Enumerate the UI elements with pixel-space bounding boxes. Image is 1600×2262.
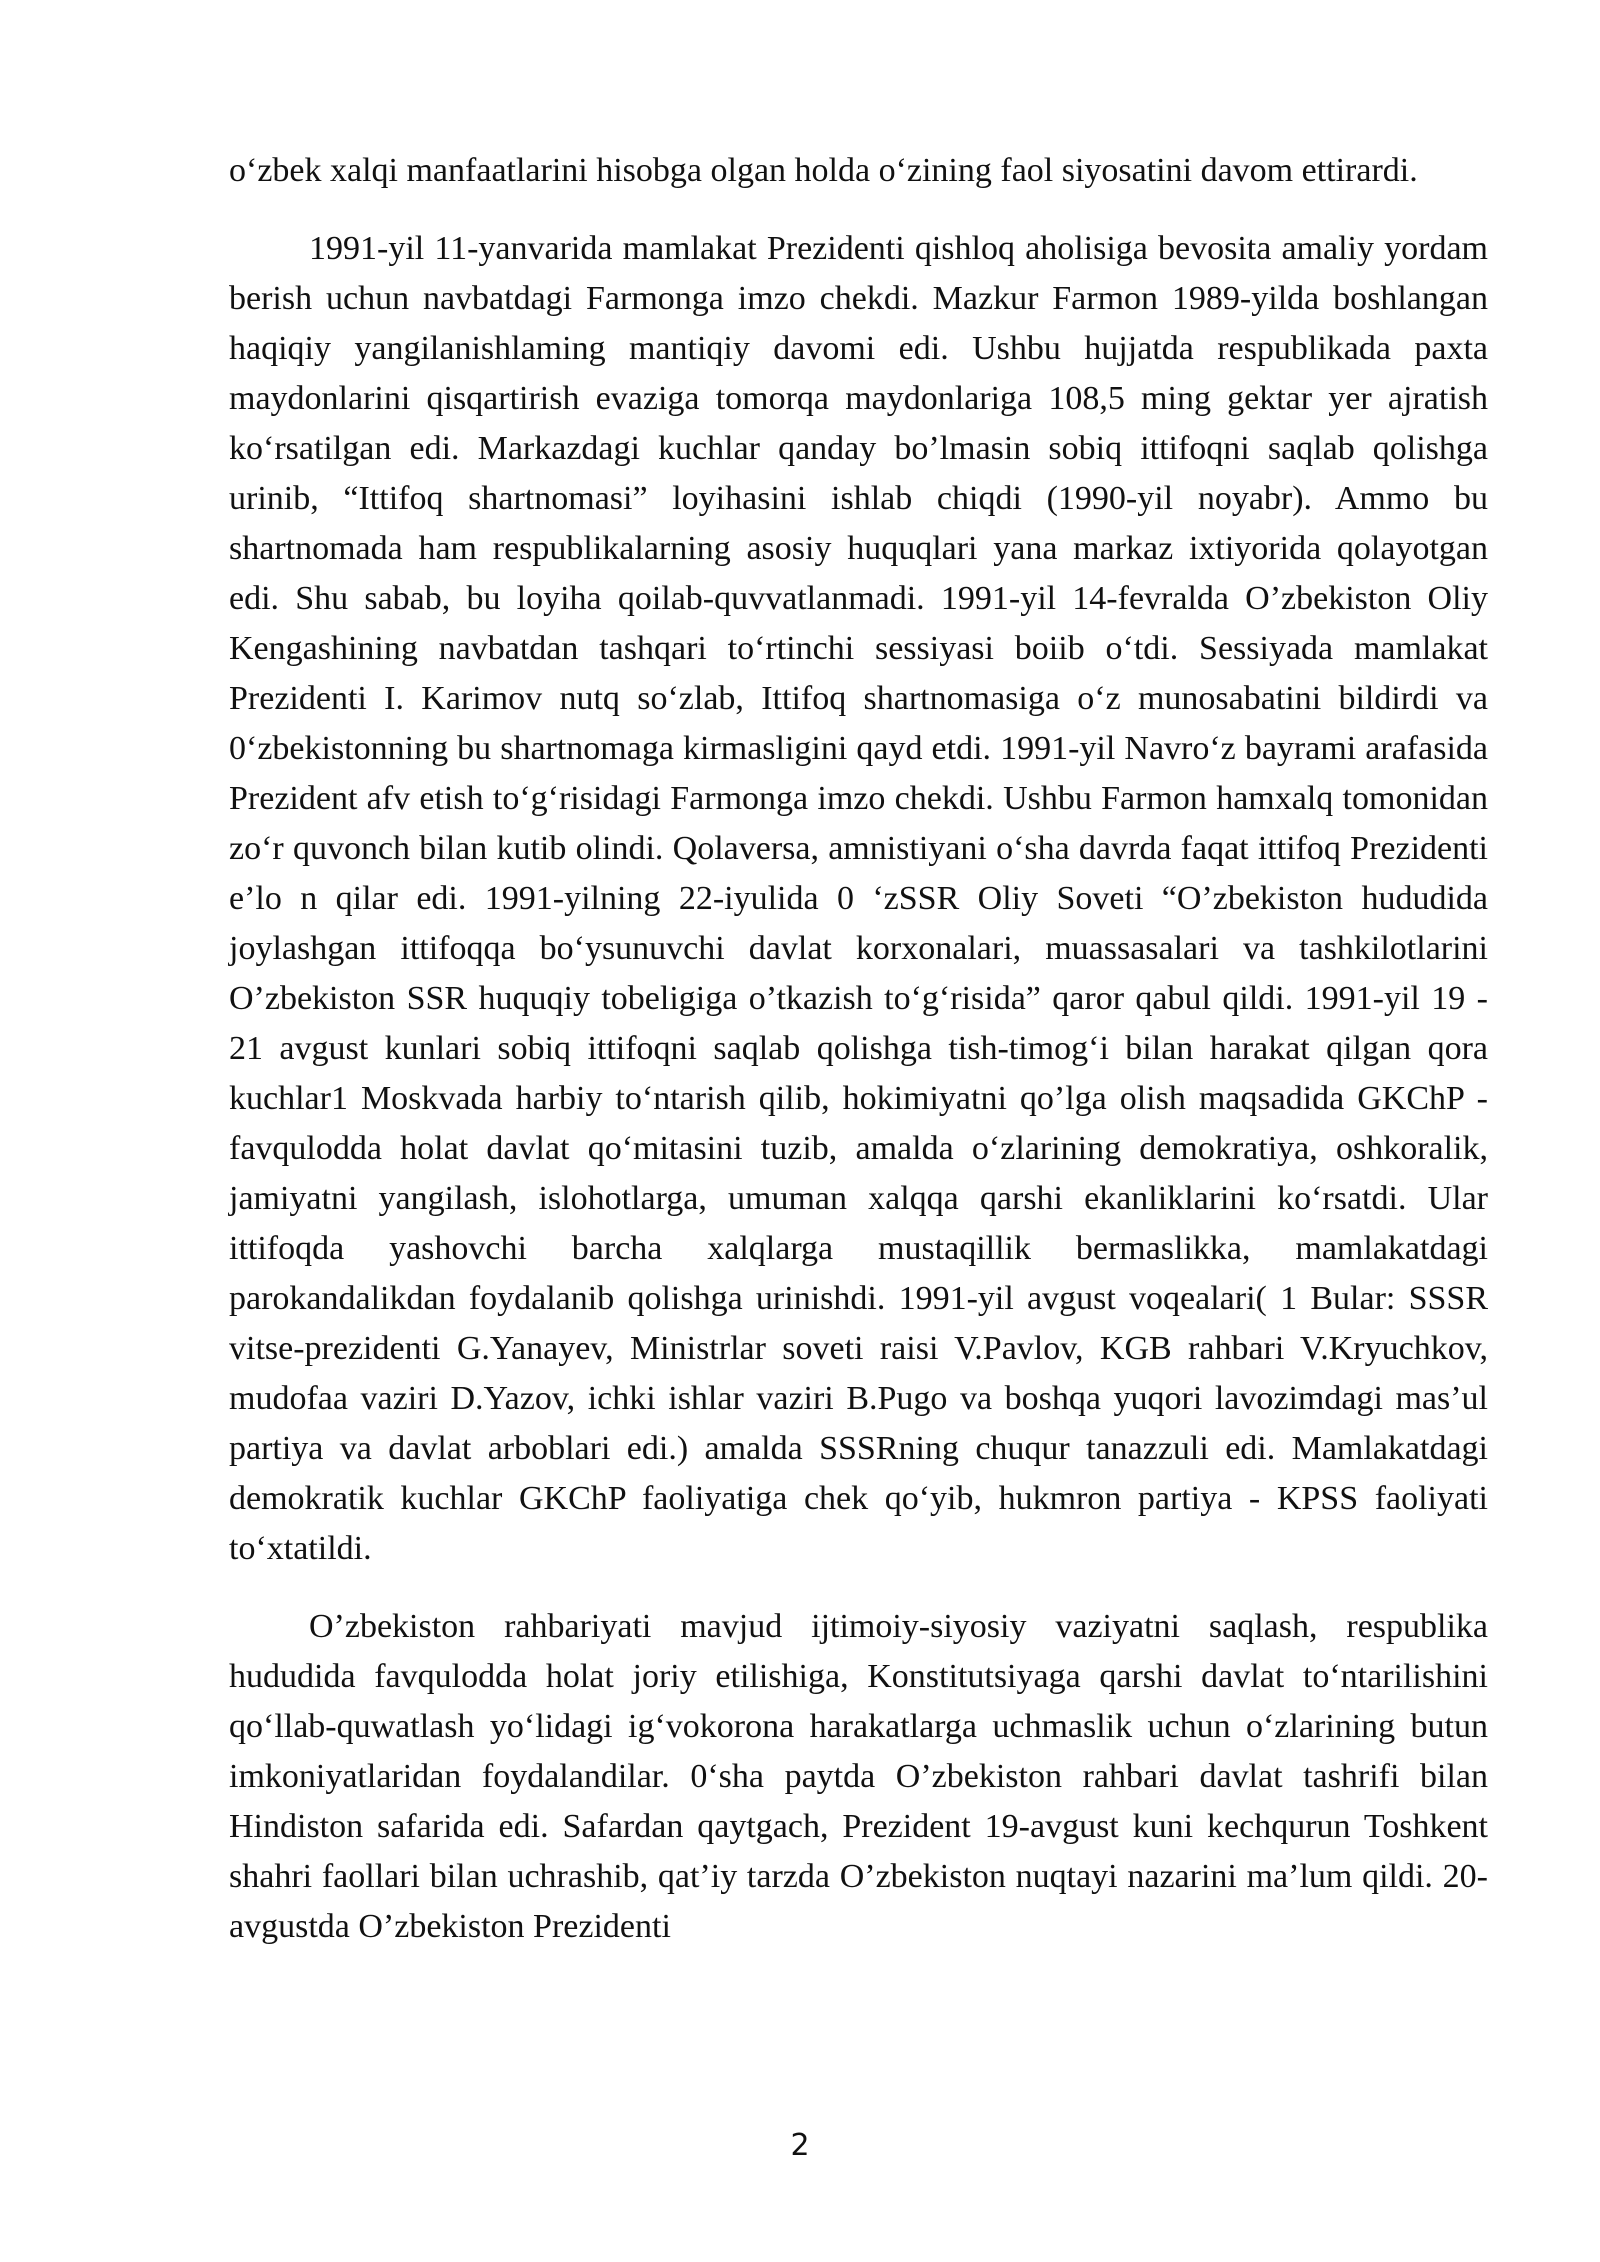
page-number: 2	[790, 2128, 810, 2163]
document-page	[229, 146, 1488, 1952]
paragraph-1991-events: 1991-yil 11-yanvarida mamlakat Prezidenti qishloq aholisiga bevosita amaliy yordam berish uchun navbatdagi Farmonga imzo chekdi. Mazkur Farmon 1989-yilda boshlangan haqiqiy yangilanishlaming mantiqiy davomi edi. Ushbu hujjatda respublikada paxta maydonlarini qisqartirish evaziga tomorqa maydonlariga 108,5 ming gektar yer ajratish ko‘rsatilgan edi. Markazdagi kuchlar qanday bo’lmasin sobiq ittifoqni saqlab qolishga urinib, “Ittifoq shartnomasi” loyihasini ishlab chiqdi (1990-yil noyabr). Ammo bu shartnomada ham respublikalarning asosiy huquqlari yana markaz ixtiyorida qolayotgan edi. Shu sabab, bu loyiha qoilab-quvvatlanmadi. 1991-yil 14-fevralda O’zbekiston Oliy Kengashining navbatdan tashqari to‘rtinchi sessiyasi boiib o‘tdi. Sessiyada mamlakat Prezidenti I. Karimov nutq so‘zlab, Ittifoq shartnomasiga o‘z munosabatini bildirdi va 0‘zbekistonning bu shartnomaga kirmasligini qayd etdi. 1991-yil Navro‘z bayrami arafasida Prezident afv etish to‘g‘risidagi Farmonga imzo chekdi. Ushbu Farmon hamxalq tomonidan zo‘r quvonch bilan kutib olindi. Qolaversa, amnistiyani o‘sha davrda faqat ittifoq Prezidenti e’lo n qilar edi. 1991-yilning 22-iyulida 0 ‘zSSR Oliy Soveti “O’zbekiston hududida joylashgan ittifoqqa bo‘ysunuvchi davlat korxonalari, muassasalari va tashkilotlarini O’zbekiston SSR huquqiy tobeligiga o’tkazish to‘g‘risida” qaror qabul qildi. 1991-yil 19 - 21 avgust kunlari sobiq ittifoqni saqlab qolishga tish-timog‘i bilan harakat qilgan qora kuchlar1 Moskvada harbiy to‘ntarish qilib, hokimiyatni qo’lga olish maqsadida GKChP - favqulodda holat davlat qo‘mitasini tuzib, amalda o‘zlarining demokratiya, oshkoralik, jamiyatni yangilash, islohotlarga, umuman xalqqa qarshi ekanliklarini ko‘rsatdi. Ular ittifoqda yashovchi barcha xalqlarga mustaqillik bermaslikka, mamlakatdagi parokandalikdan foydalanib qolishga urinishdi. 1991-yil avgust voqealari( 1 Bular: SSSR vitse-prezidenti G.Yanayev, Ministrlar soveti raisi V.Pavlov, KGB rahbari V.Kryuchkov, mudofaa vaziri D.Yazov, ichki ishlar vaziri B.Pugo va boshqa yuqori lavozimdagi mas’ul partiya va davlat arboblari edi.) amalda SSSRning chuqur tanazzuli edi. Mamlakatdagi demokratik kuchlar GKChP faoliyatiga chek qo‘yib, hukmron partiya - KPSS faoliyati to‘xtatildi.	[229, 230, 1488, 1567]
paragraph-continuation: o‘zbek xalqi manfaatlarini hisobga olgan holda o‘zining faol siyosatini davom ettirardi.	[229, 152, 1418, 189]
paragraph-uzbekistan-leadership: O’zbekiston rahbariyati mavjud ijtimoiy-siyosiy vaziyatni saqlash, respublika hududida favqulodda holat joriy etilishiga, Konstitutsiyaga qarshi davlat to‘ntarilishini qo‘llab-quwatlash yo‘lidagi ig‘vokorona harakatlarga uchmaslik uchun o‘zlarining butun imkoniyatlaridan foydalandilar. 0‘sha paytda O’zbekiston rahbari davlat tashrifi bilan Hindiston safarida edi. Safardan qaytgach, Prezident 19-avgust kuni kechqurun Toshkent shahri faollari bilan uchrashib, qat’iy tarzda O’zbekiston nuqtayi nazarini ma’lum qildi. 20-avgustda O’zbekiston Prezidenti	[229, 1608, 1488, 1945]
